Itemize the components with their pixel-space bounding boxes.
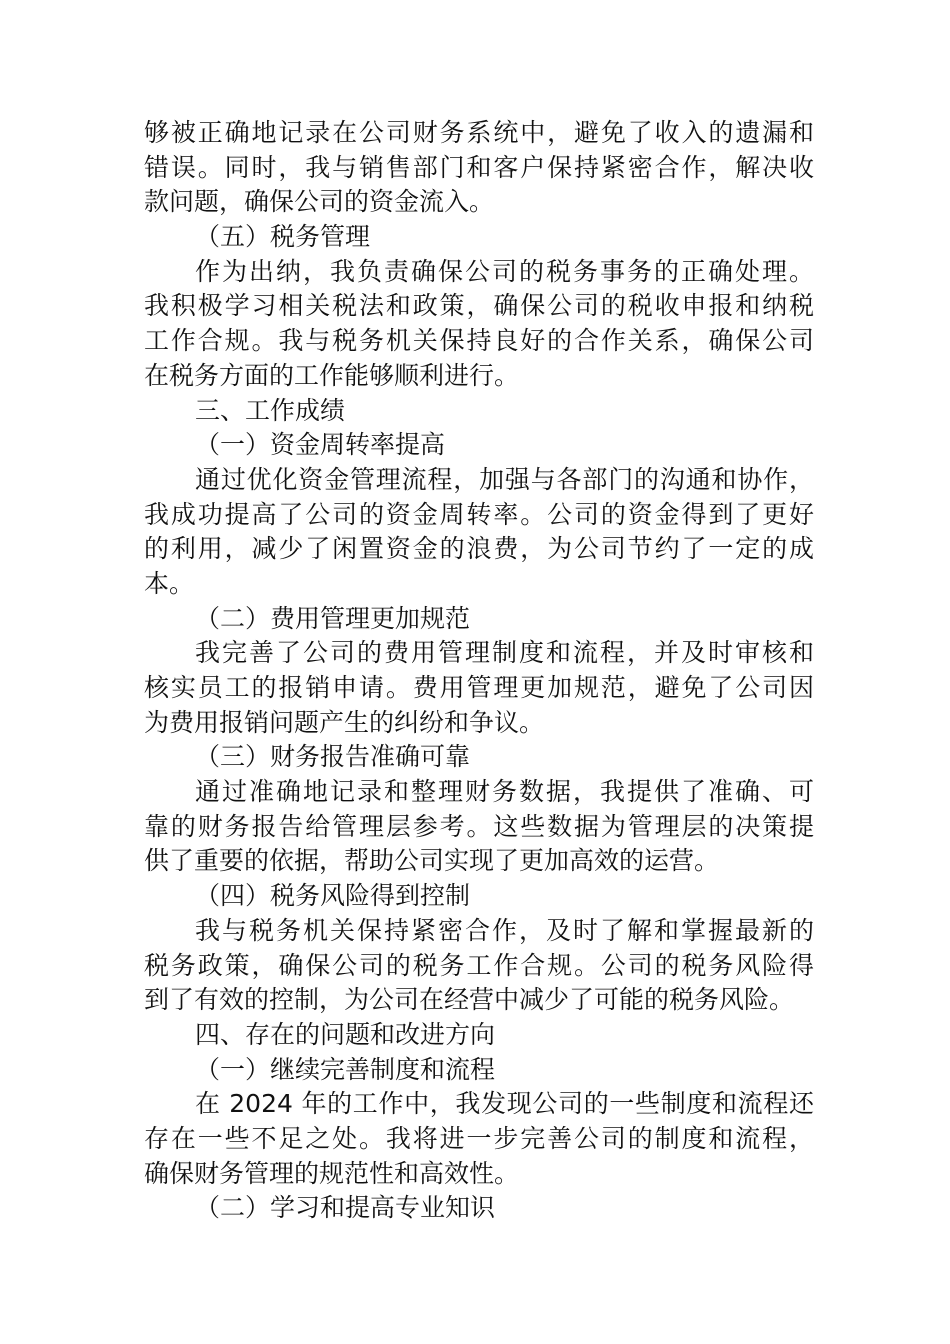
body-text-line: 作为出纳，我负责确保公司的税务事务的正确处理。 bbox=[195, 256, 814, 286]
subsection-heading: （二）费用管理更加规范 bbox=[195, 603, 471, 633]
body-text-line: 我成功提高了公司的资金周转率。公司的资金得到了更好 bbox=[144, 499, 814, 529]
subsection-heading: （五）税务管理 bbox=[195, 222, 371, 252]
body-text-line: 我与税务机关保持紧密合作，及时了解和掌握最新的 bbox=[195, 915, 814, 945]
body-text-line: 够被正确地记录在公司财务系统中，避免了收入的遗漏和 bbox=[144, 118, 814, 147]
body-text-line: 到了有效的控制，为公司在经营中减少了可能的税务风险。 bbox=[144, 985, 795, 1015]
subsection-heading: （四）税务风险得到控制 bbox=[195, 881, 471, 911]
document-body bbox=[144, 116, 814, 1226]
subsection-heading: （三）财务报告准确可靠 bbox=[195, 742, 471, 772]
body-text-line: 款问题，确保公司的资金流入。 bbox=[144, 187, 495, 217]
body-text-line: 错误。同时，我与销售部门和客户保持紧密合作，解决收 bbox=[144, 152, 814, 182]
body-text-line: 本。 bbox=[144, 568, 195, 598]
subsection-heading: （一）继续完善制度和流程 bbox=[195, 1054, 496, 1084]
body-text-line: 供了重要的依据，帮助公司实现了更加高效的运营。 bbox=[144, 846, 720, 876]
body-text-line: 的利用，减少了闲置资金的浪费，为公司节约了一定的成 bbox=[144, 534, 814, 564]
section-heading: 四、存在的问题和改进方向 bbox=[195, 1019, 496, 1049]
body-text-line: 核实员工的报销申请。费用管理更加规范，避免了公司因 bbox=[144, 673, 814, 702]
section-heading: 三、工作成绩 bbox=[195, 395, 346, 425]
body-text-line: 靠的财务报告给管理层参考。这些数据为管理层的决策提 bbox=[144, 811, 814, 841]
body-text-line: 存在一些不足之处。我将进一步完善公司的制度和流程， bbox=[144, 1123, 814, 1153]
body-text-line: 为费用报销问题产生的纠纷和争议。 bbox=[144, 707, 545, 737]
body-text-line: 我积极学习相关税法和政策，确保公司的税收申报和纳税 bbox=[144, 291, 814, 321]
body-text-line: 在税务方面的工作能够顺利进行。 bbox=[144, 360, 520, 390]
body-text-line: 通过准确地记录和整理财务数据，我提供了准确、可 bbox=[195, 777, 814, 807]
body-text-line: 税务政策，确保公司的税务工作合规。公司的税务风险得 bbox=[144, 950, 814, 980]
body-text-line: 工作合规。我与税务机关保持良好的合作关系，确保公司 bbox=[144, 326, 814, 356]
body-text-line: 我完善了公司的费用管理制度和流程，并及时审核和 bbox=[195, 638, 814, 668]
subsection-heading: （二）学习和提高专业知识 bbox=[195, 1193, 496, 1223]
body-text-line: 确保财务管理的规范性和高效性。 bbox=[144, 1158, 520, 1188]
body-text-line: 通过优化资金管理流程，加强与各部门的沟通和协作， bbox=[195, 464, 814, 494]
body-text-line: 在 2024 年的工作中，我发现公司的一些制度和流程还 bbox=[195, 1089, 814, 1119]
subsection-heading: （一）资金周转率提高 bbox=[195, 430, 446, 460]
